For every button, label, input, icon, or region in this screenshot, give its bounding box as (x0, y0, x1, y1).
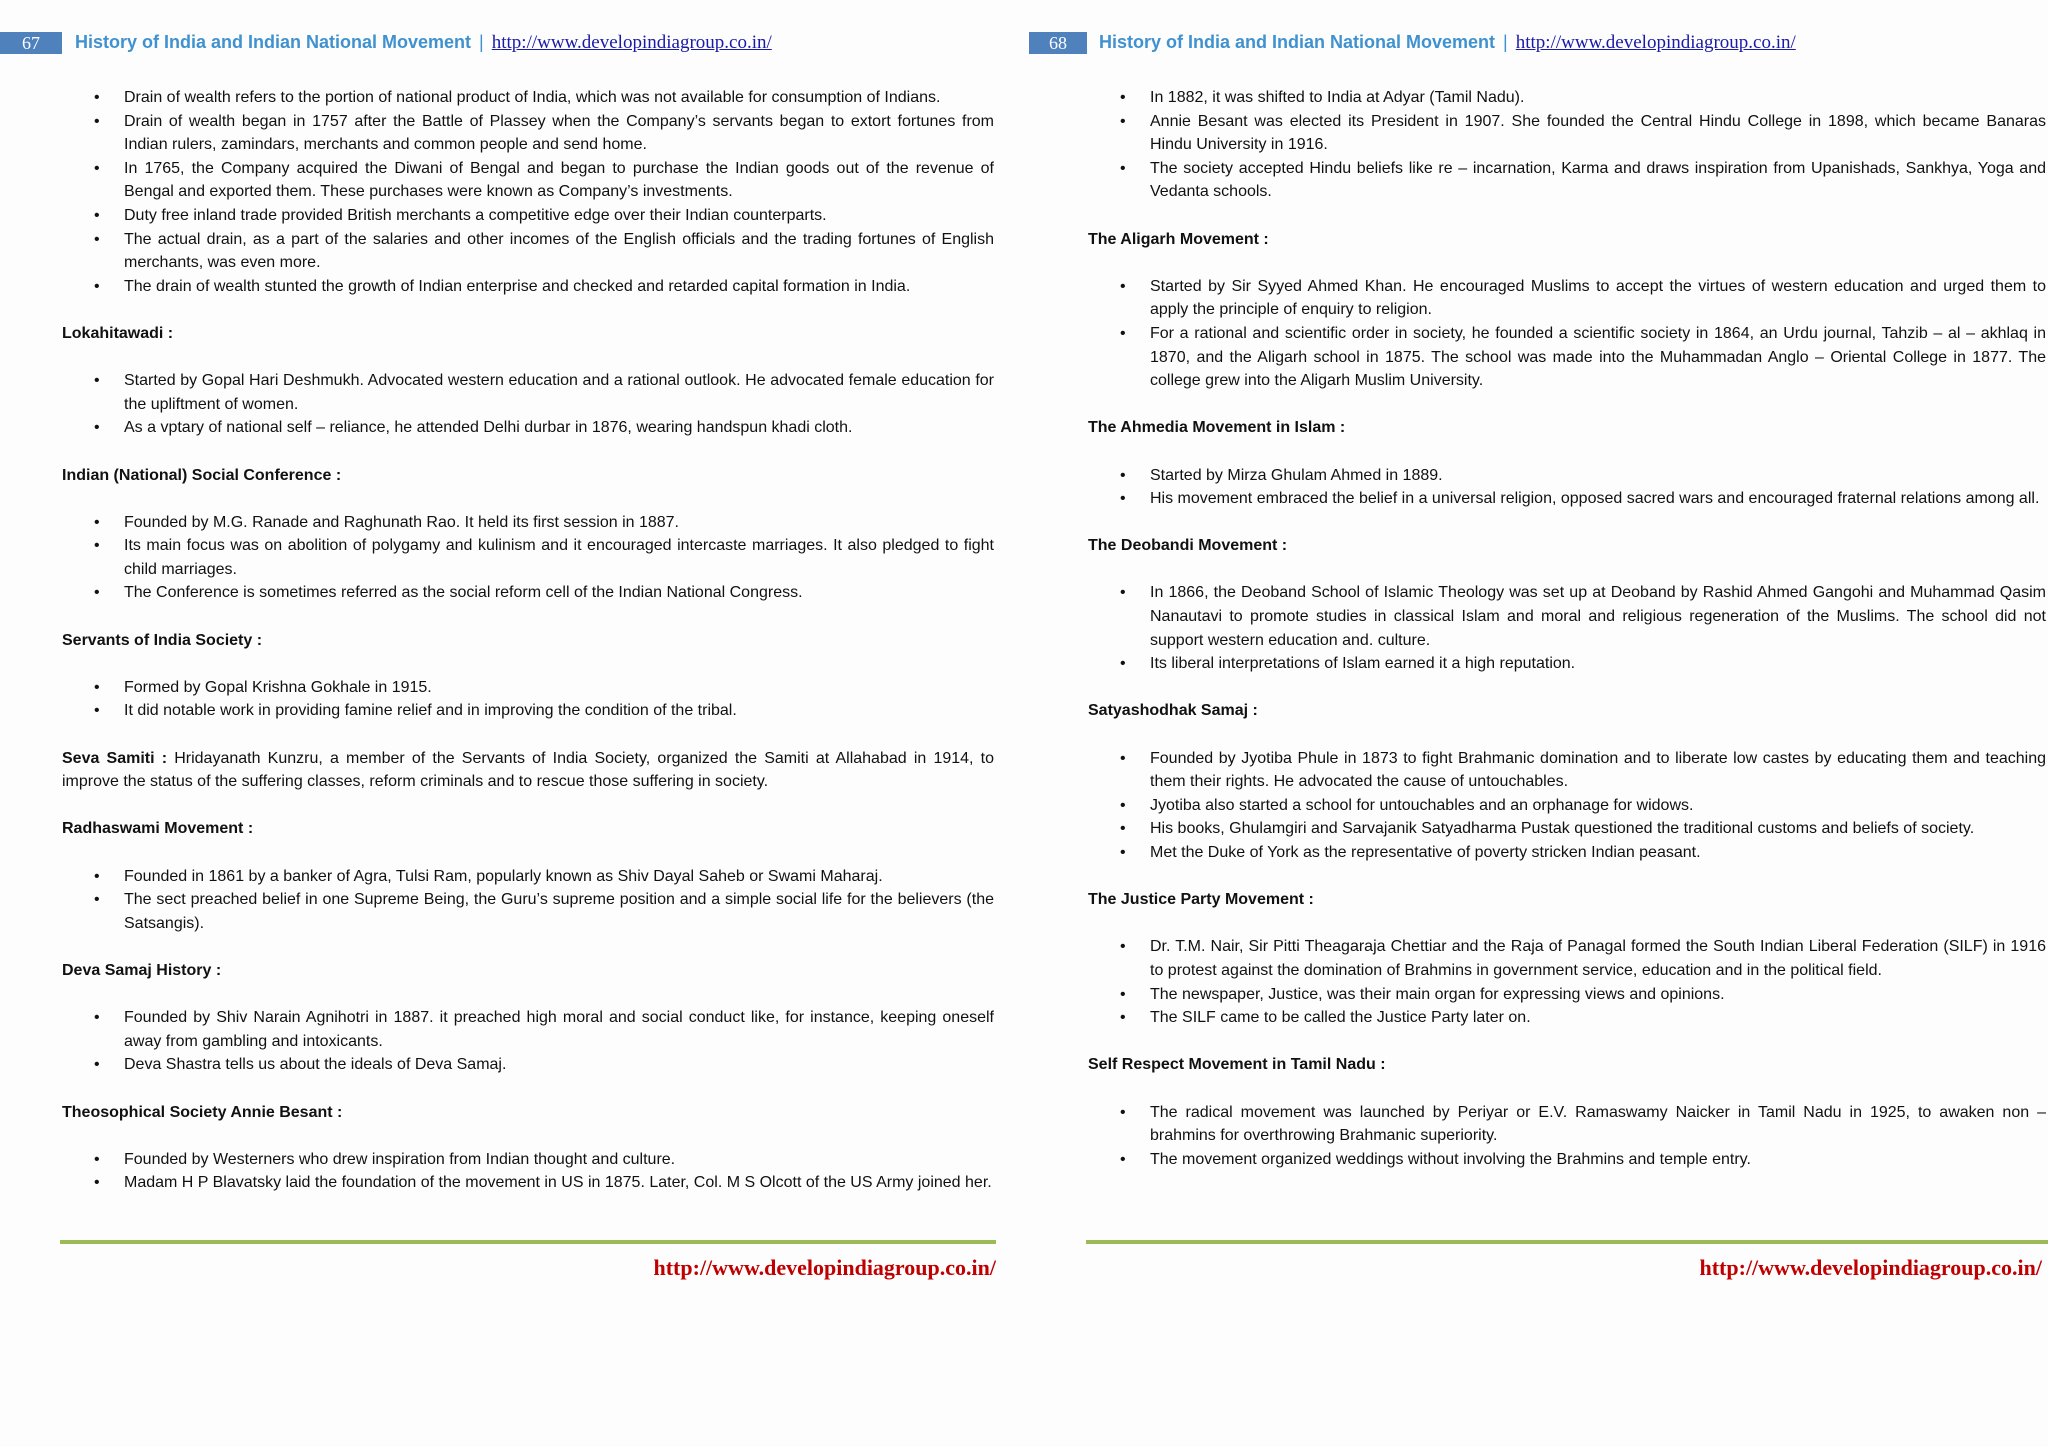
radhaswami-list (62, 865, 994, 936)
list-item: • The newspaper, Justice, was their main organ for expressing views and opinions. (1150, 983, 2046, 1007)
list-item: • Drain of wealth refers to the portion of national product of India, which was not available for consumption of Indians. (124, 86, 994, 110)
header-separator: | (1503, 32, 1508, 52)
seva-samiti-text: Hridayanath Kunzru, a member of the Servants of India Society, organized the Samiti at Allahabad in 1914, to improve the status of the suffering classes, reform criminals and to rescue those suffering in society. (62, 749, 994, 791)
footer-rule (60, 1240, 996, 1244)
list-item: • His books, Ghulamgiri and Sarvajanik Satyadharma Pustak questioned the traditional customs and beliefs of society. (1150, 817, 2046, 841)
list-item: • The Conference is sometimes referred as the social reform cell of the Indian National Congress. (124, 581, 994, 605)
list-item: • In 1882, it was shifted to India at Adyar (Tamil Nadu). (1150, 86, 2046, 110)
intro-list (1088, 86, 2046, 204)
theosophical-list (62, 1148, 994, 1195)
list-item: • Jyotiba also started a school for untouchables and an orphanage for widows. (1150, 794, 2046, 818)
page-header (0, 30, 1024, 54)
list-item: • Formed by Gopal Krishna Gokhale in 1915. (124, 676, 994, 700)
list-item: • Madam H P Blavatsky laid the foundation of the movement in US in 1875. Later, Col. M S Olcott of the US Army joined her. (124, 1171, 994, 1195)
section-heading-aligarh: The Aligarh Movement : (1088, 230, 1269, 248)
list-item: • His movement embraced the belief in a universal religion, opposed sacred wars and encouraged fraternal relations among all. (1150, 487, 2046, 511)
section-heading-radhaswami: Radhaswami Movement : (62, 820, 254, 838)
list-item: • Its main focus was on abolition of polygamy and kulinism and it encouraged intercaste marriages. It also pledged to fight child marriages. (124, 534, 994, 581)
section-heading-satyashodhak: Satyashodhak Samaj : (1088, 702, 1258, 720)
list-item: • Founded by Jyotiba Phule in 1873 to fight Brahmanic domination and to liberate low castes by educating them and teaching them their rights. He advocated the cause of untouchables. (1150, 747, 2046, 794)
list-item: • Founded by Westerners who drew inspiration from Indian thought and culture. (124, 1148, 994, 1172)
section-heading-deobandi: The Deobandi Movement : (1088, 537, 1288, 555)
servants-society-list (62, 676, 994, 723)
list-item: • Started by Gopal Hari Deshmukh. Advocated western education and a rational outlook. He advocated female education for the upliftment of women. (124, 369, 994, 416)
page-body (62, 86, 994, 1195)
list-item: • Drain of wealth began in 1757 after the Battle of Plassey when the Company’s servants began to extort fortunes from Indian rulers, zamindars, merchants and common people and send home. (124, 110, 994, 157)
list-item: • Dr. T.M. Nair, Sir Pitti Theagaraja Chettiar and the Raja of Panagal formed the South Indian Liberal Federation (SILF) in 1916 to protest against the domination of Brahmins in government service, education and in the political field. (1150, 935, 2046, 982)
section-heading-servants-society: Servants of India Society : (62, 631, 263, 649)
list-item: • Annie Besant was elected its President in 1907. She founded the Central Hindu College in 1898, which became Banaras Hindu University in 1916. (1150, 110, 2046, 157)
section-heading-justice-party: The Justice Party Movement : (1088, 891, 1314, 909)
list-item: • Founded by M.G. Ranade and Raghunath Rao. It held its first session in 1887. (124, 511, 994, 535)
list-item: • The society accepted Hindu beliefs like re – incarnation, Karma and draws inspiration from Upanishads, Sankhya, Yoga and Vedanta schools. (1150, 157, 2046, 204)
header-title: History of India and Indian National Movement (75, 32, 472, 52)
list-item: • Founded by Shiv Narain Agnihotri in 1887. it preached high moral and social conduct like, for instance, keeping oneself away from gambling and intoxicants. (124, 1006, 994, 1053)
list-item: • It did notable work in providing famine relief and in improving the condition of the tribal. (124, 699, 994, 723)
ahmedia-list (1088, 464, 2046, 511)
list-item: • The movement organized weddings without involving the Brahmins and temple entry. (1150, 1148, 2046, 1172)
header-title-line (1099, 30, 1796, 55)
seva-samiti-label: Seva Samiti : (62, 749, 168, 767)
section-heading-deva-samaj: Deva Samaj History : (62, 961, 222, 979)
page-number: 68 (1029, 32, 1087, 54)
footer-link[interactable]: http://www.developindiagroup.co.in/ (1699, 1255, 2042, 1280)
footer-link[interactable]: http://www.developindiagroup.co.in/ (653, 1255, 996, 1280)
list-item: • Deva Shastra tells us about the ideals of Deva Samaj. (124, 1053, 994, 1077)
page-right (1024, 0, 2048, 1447)
list-item: • Its liberal interpretations of Islam earned it a high reputation. (1150, 652, 2046, 676)
footer-rule (1086, 1240, 2048, 1244)
page-header (1024, 30, 2048, 54)
deva-samaj-list (62, 1006, 994, 1077)
list-item: • For a rational and scientific order in society, he founded a scientific society in 1864, an Urdu journal, Tahzib – al – akhlaq in 1870, and the Aligarh school in 1875. The school was made into the Muhammadan Anglo – Oriental College in 1877. The college grew into the Aligarh Muslim University. (1150, 322, 2046, 393)
aligarh-list (1088, 275, 2046, 393)
list-item: • Started by Sir Syyed Ahmed Khan. He encouraged Muslims to accept the virtues of western education and urged them to apply the principle of enquiry to religion. (1150, 275, 2046, 322)
list-item: • The drain of wealth stunted the growth of Indian enterprise and checked and retarded capital formation in India. (124, 275, 994, 299)
intro-list (62, 86, 994, 298)
header-link[interactable]: http://www.developindiagroup.co.in/ (1515, 32, 1796, 53)
social-conference-list (62, 511, 994, 605)
list-item: • Duty free inland trade provided British merchants a competitive edge over their Indian counterparts. (124, 204, 994, 228)
section-heading-ahmedia: The Ahmedia Movement in Islam : (1088, 419, 1346, 437)
page-number: 67 (0, 32, 62, 54)
list-item: • As a vptary of national self – reliance, he attended Delhi durbar in 1876, wearing handspun khadi cloth. (124, 416, 994, 440)
lokahitawadi-list (62, 369, 994, 440)
header-title: History of India and Indian National Movement (1099, 32, 1496, 52)
list-item: • In 1866, the Deoband School of Islamic Theology was set up at Deoband by Rashid Ahmed Gangohi and Muhammad Qasim Nanautavi to promote studies in classical Islam and moral and religious regeneration of the Muslims. The school did not support western education and. culture. (1150, 581, 2046, 652)
list-item: • Met the Duke of York as the representative of poverty stricken Indian peasant. (1150, 841, 2046, 865)
header-separator: | (479, 32, 484, 52)
list-item: • Founded in 1861 by a banker of Agra, Tulsi Ram, popularly known as Shiv Dayal Saheb or Swami Maharaj. (124, 865, 994, 889)
list-item: • The sect preached belief in one Supreme Being, the Guru’s supreme position and a simple social life for the believers (the Satsangis). (124, 888, 994, 935)
self-respect-list (1088, 1101, 2046, 1172)
header-link[interactable]: http://www.developindiagroup.co.in/ (491, 32, 772, 53)
list-item: • The actual drain, as a part of the salaries and other incomes of the English officials and the trading fortunes of English merchants, was even more. (124, 228, 994, 275)
section-heading-self-respect: Self Respect Movement in Tamil Nadu : (1088, 1056, 1386, 1074)
section-heading-social-conference: Indian (National) Social Conference : (62, 466, 342, 484)
header-title-line (75, 30, 772, 55)
justice-party-list (1088, 935, 2046, 1029)
deobandi-list (1088, 581, 2046, 675)
list-item: • In 1765, the Company acquired the Diwani of Bengal and began to purchase the Indian goods out of the revenue of Bengal and exported them. These purchases were known as Company’s investments. (124, 157, 994, 204)
list-item: • Started by Mirza Ghulam Ahmed in 1889. (1150, 464, 2046, 488)
page-body (1088, 86, 2046, 1171)
section-heading-theosophical: Theosophical Society Annie Besant : (62, 1103, 343, 1121)
list-item: • The SILF came to be called the Justice Party later on. (1150, 1006, 2046, 1030)
list-item: • The radical movement was launched by Periyar or E.V. Ramaswamy Naicker in Tamil Nadu in 1925, to awaken non – brahmins for overthrowing Brahmanic superiority. (1150, 1101, 2046, 1148)
satyashodhak-list (1088, 747, 2046, 865)
seva-samiti-paragraph (62, 747, 994, 794)
section-heading-lokahitawadi: Lokahitawadi : (62, 324, 174, 342)
